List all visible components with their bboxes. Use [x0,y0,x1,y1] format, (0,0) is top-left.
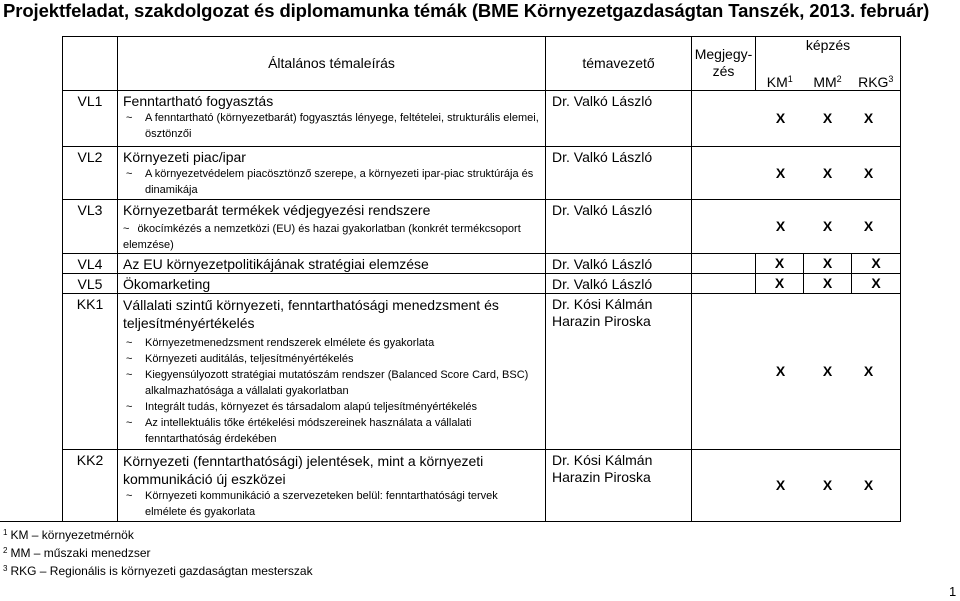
row-subtopic: ~ Az intellektuális tőke értékelési módszereinek használata a vállalati fenntarthatóság érdekében [126,416,472,445]
row-note [692,253,756,273]
supervisor-name: Harazin Piroska [552,468,651,485]
row-subtopic: ~ A fenntartható (környezetbarát) fogyasztás lényege, feltételei, strukturális elemei, ösztönzői [126,111,539,140]
row-supervisor: Dr. Valkó László [546,273,692,293]
row-topic-cell [118,449,546,521]
row-marks: X X X [692,90,901,146]
footnote-separator [0,521,198,522]
row-note [692,273,756,293]
row-km: X [756,253,804,273]
row-marks: X X X [692,199,901,253]
table-row [63,253,901,273]
footnote-3: $^3$ RKG – Regionális is környezeti gazdaságtan mesterszak [3,564,313,578]
row-mm: X [804,273,852,293]
row-topic-cell [118,146,546,199]
header-note [692,37,756,91]
row-supervisor: Dr. Valkó László [546,199,692,253]
footnote-2: $^2$ MM – műszaki menedzser [3,546,151,560]
row-topic: Fenntartható fogyasztás [123,92,274,109]
header-row [63,37,901,71]
row-km: X [756,273,804,293]
row-topic: Ökomarketing [118,273,546,293]
table-row [63,146,901,199]
row-supervisor: Dr. Valkó László [546,146,692,199]
row-code: KK2 [63,449,118,521]
row-marks: X X X [692,293,901,449]
header-supervisor: témavezető [546,37,692,91]
row-subtopic: ~ Környezeti auditálás, teljesítményértékelés [126,352,354,365]
row-topic: Az EU környezetpolitikájának stratégiai elemzése [118,253,546,273]
row-topic: Környezeti (fenntarthatósági) jelentések, mint a környezeti kommunikáció új eszközei [123,452,484,487]
supervisor-name: Dr. Kósi Kálmán [552,451,653,468]
table-row [63,293,901,449]
page-title: Projektfeladat, szakdolgozat és diplomamunka témák (BME Környezetgazdaságtan Tanszék, 2013. február) [3,0,930,21]
page-number: 1 [949,584,957,599]
row-code: VL1 [63,90,118,146]
row-subtopic: ~ Integrált tudás, környezet és társadalom alapú teljesítményértékelés [126,400,478,413]
row-supervisor [546,293,692,449]
row-subtopic: ~ Környezeti kommunikáció a szervezeteken belül: fenntarthatósági tervek elmélete és gyakorlata [126,489,498,518]
row-supervisor: Dr. Valkó László [546,253,692,273]
row-supervisor [546,449,692,521]
topics-table [62,36,901,522]
row-subtopic: ~ ökocímkézés a nemzetközi (EU) és hazai gyakorlatban (konkrét termékcsoport elemzése) [123,222,521,251]
header-rkg: RKG$^3$ [852,71,901,91]
supervisor-name: Dr. Kósi Kálmán [552,295,653,312]
row-topic: Környezeti piac/ipar [123,148,246,165]
header-note-line2: zés [712,63,735,80]
row-rkg: X [852,253,901,273]
table-row [63,90,901,146]
row-supervisor: Dr. Valkó László [546,90,692,146]
table-row [63,273,901,293]
row-code: KK1 [63,293,118,449]
footnote-1: $^1$ KM – környezetmérnök [3,528,134,542]
row-code: VL3 [63,199,118,253]
row-topic-cell [118,90,546,146]
table-row [63,199,901,253]
row-mm: X [804,253,852,273]
row-topic-cell [118,293,546,449]
header-code-cell [63,37,118,91]
row-subtopic: ~ Kiegyensúlyozott stratégiai mutatószám rendszer (Balanced Score Card, BSC) alkalmazhatósága a vállalati gyakorlatban [126,368,529,397]
header-mm: $MM^2$ [804,71,852,91]
header-km: $KM^1$ [756,71,804,91]
header-training: képzés [756,37,901,71]
supervisor-name: Harazin Piroska [552,312,651,329]
row-topic: Vállalati szintű környezeti, fenntarthatósági menedzsment és teljesítményértékelés [123,296,499,331]
row-subtopic: ~ Környezetmenedzsment rendszerek elmélete és gyakorlata [126,336,435,349]
row-rkg: X [852,273,901,293]
row-topic-cell [118,199,546,253]
row-code: VL2 [63,146,118,199]
header-description: Általános témaleírás [118,37,546,91]
row-subtopic: ~ A környezetvédelem piacösztönző szerepe, a környezeti ipar-piac struktúrája és dinamikája [126,167,534,196]
row-code: VL4 [63,253,118,273]
row-marks: X X X [692,449,901,521]
header-note-line1: Megjegy- [694,46,753,63]
row-topic: Környezetbarát termékek védjegyezési rendszere [123,201,431,218]
row-marks: X X X [692,146,901,199]
table-row [63,449,901,521]
row-code: VL5 [63,273,118,293]
